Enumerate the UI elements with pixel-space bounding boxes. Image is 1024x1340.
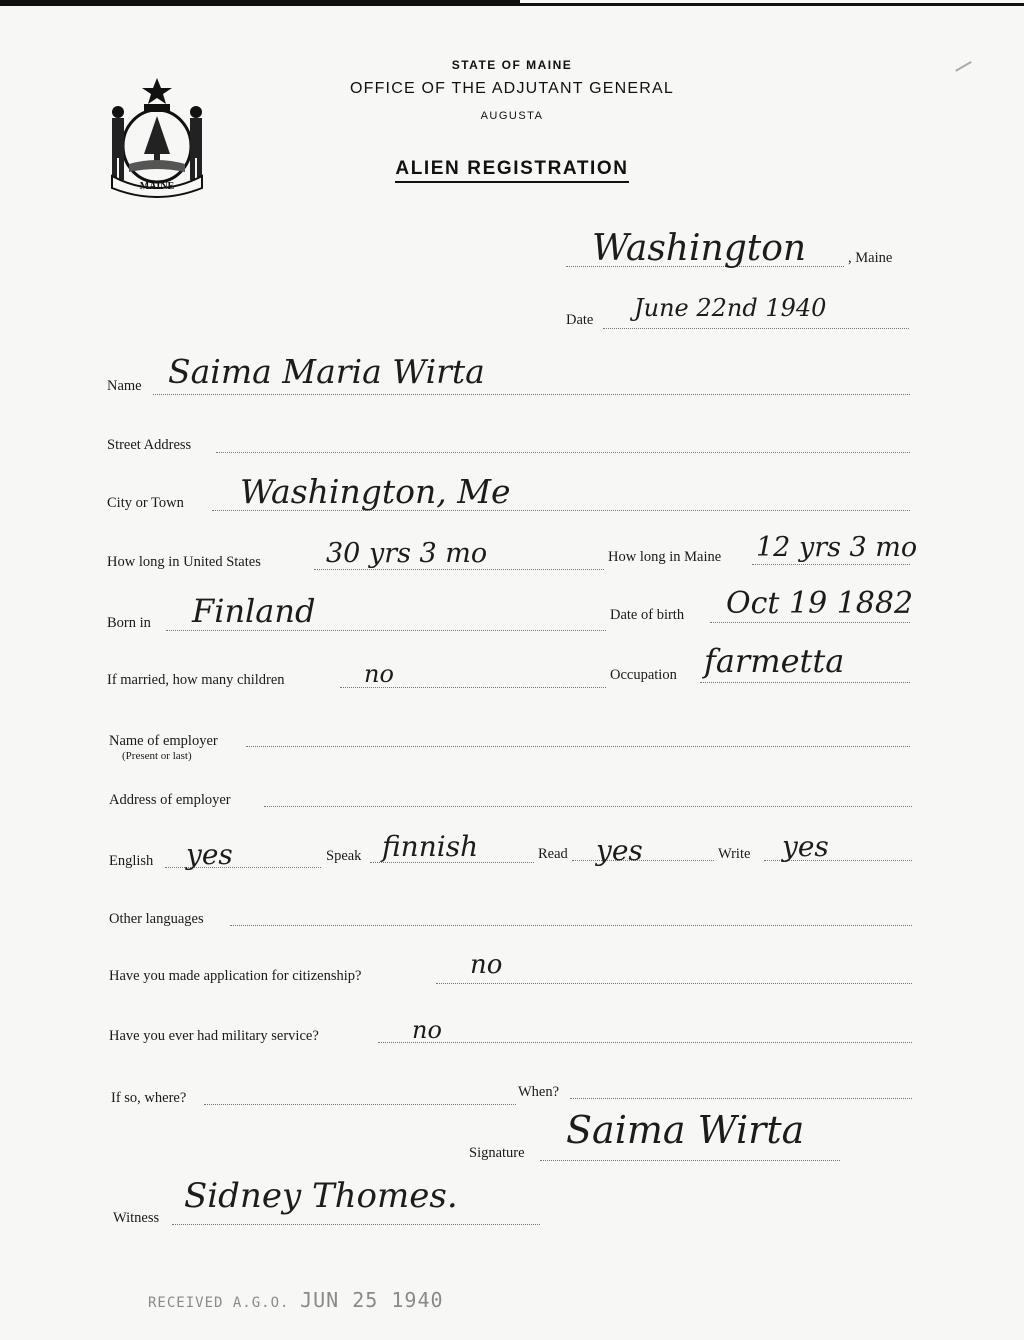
citizenship-line — [436, 983, 912, 984]
occupation-line — [700, 682, 910, 683]
employer-sublabel: (Present or last) — [122, 750, 192, 762]
occupation-field[interactable]: farmetta — [704, 642, 845, 680]
witness-label: Witness — [113, 1210, 160, 1226]
read-line — [572, 860, 714, 861]
town-suffix-label: , Maine — [848, 250, 893, 266]
children-label: If married, how many children — [107, 672, 285, 688]
when-label: When? — [518, 1084, 560, 1100]
date-of-birth-field[interactable]: Oct 19 1882 — [726, 586, 914, 621]
how-long-us-label: How long in United States — [107, 554, 261, 570]
city-label: City or Town — [107, 495, 184, 511]
how-long-maine-line — [752, 564, 910, 565]
speak-field[interactable]: finnish — [382, 830, 479, 863]
date-field-line — [603, 328, 909, 329]
signature-field[interactable]: Saima Wirta — [566, 1108, 805, 1152]
name-field[interactable]: Saima Maria Wirta — [168, 352, 485, 391]
received-stamp — [148, 1288, 444, 1312]
name-label: Name — [107, 378, 142, 394]
write-label: Write — [718, 846, 751, 862]
received-stamp-date: JUN 25 1940 — [300, 1288, 444, 1312]
street-address-line — [216, 452, 910, 453]
speak-label: Speak — [326, 848, 362, 864]
seal-text: MAINE — [139, 181, 175, 192]
date-field[interactable]: June 22nd 1940 — [634, 294, 827, 322]
read-label: Read — [538, 846, 568, 862]
military-label: Have you ever had military service? — [109, 1028, 319, 1044]
header-state: STATE OF MAINE — [451, 58, 573, 72]
town-field[interactable]: Washington — [592, 228, 807, 269]
when-line — [570, 1098, 912, 1099]
military-field[interactable]: no — [412, 1016, 442, 1044]
date-of-birth-label: Date of birth — [610, 607, 685, 623]
employer-label: Name of employer — [109, 733, 218, 749]
top-edge-gap — [520, 0, 1024, 3]
other-languages-line — [230, 925, 912, 926]
name-field-line — [153, 394, 910, 395]
how-long-us-line — [314, 569, 604, 570]
citizenship-field[interactable]: no — [470, 950, 503, 980]
employer-line — [246, 746, 910, 747]
signature-line — [540, 1160, 840, 1161]
header-office: OFFICE OF THE ADJUTANT GENERAL — [349, 80, 675, 97]
occupation-label: Occupation — [610, 667, 677, 683]
date-label: Date — [566, 312, 594, 328]
read-field[interactable]: yes — [596, 834, 643, 867]
how-long-us-field[interactable]: 30 yrs 3 mo — [326, 538, 488, 569]
born-in-line — [166, 630, 606, 631]
how-long-maine-label: How long in Maine — [608, 549, 722, 565]
employer-address-line — [264, 806, 912, 807]
city-field[interactable]: Washington, Me — [240, 472, 511, 511]
military-line — [378, 1042, 912, 1043]
street-address-label: Street Address — [107, 437, 192, 453]
born-in-label: Born in — [107, 615, 151, 631]
form-title — [0, 158, 1024, 180]
witness-line — [172, 1224, 540, 1225]
english-field[interactable]: yes — [186, 838, 233, 871]
born-in-field[interactable]: Finland — [192, 592, 316, 630]
where-label: If so, where? — [111, 1090, 187, 1106]
form-title-text: ALIEN REGISTRATION — [395, 158, 628, 183]
other-languages-label: Other languages — [109, 911, 204, 927]
witness-field[interactable]: Sidney Thomes. — [184, 1176, 458, 1216]
signature-label: Signature — [469, 1145, 525, 1161]
received-stamp-label: RECEIVED A.G.O. — [148, 1295, 290, 1311]
employer-address-label: Address of employer — [109, 792, 231, 808]
date-of-birth-line — [710, 622, 910, 623]
how-long-maine-field[interactable]: 12 yrs 3 mo — [756, 532, 918, 563]
citizenship-label: Have you made application for citizenship? — [109, 968, 362, 984]
header-city: AUGUSTA — [480, 110, 544, 122]
english-label: English — [109, 853, 154, 869]
where-line — [204, 1104, 516, 1105]
children-field[interactable]: no — [364, 660, 394, 688]
write-field[interactable]: yes — [782, 830, 829, 863]
